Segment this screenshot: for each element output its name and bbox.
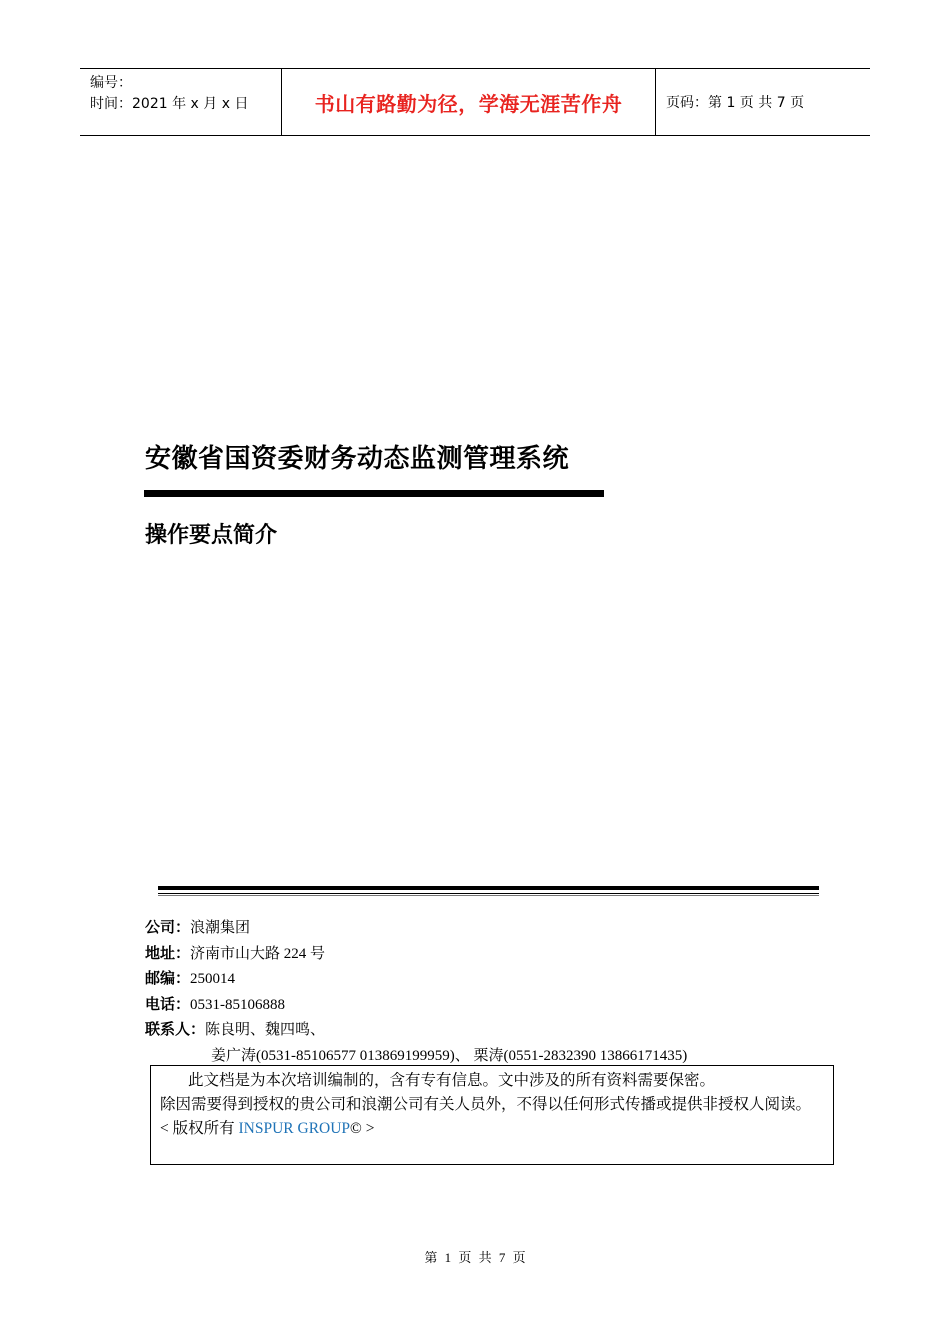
- company-value: 浪潮集团: [190, 920, 251, 936]
- copyright-brand: INSPUR GROUP: [238, 1120, 351, 1137]
- address-row: [145, 941, 687, 967]
- header-motto: 书山有路勤为径，学海无涯苦作舟: [314, 91, 623, 116]
- phone-label: 电话：: [145, 994, 191, 1013]
- header-info-cell: [80, 69, 282, 135]
- phone-value: 0531-85106888: [190, 996, 286, 1013]
- contacts-value-line2: 姜广涛(0531-85106577 013869199959)、 栗涛(0551-2832390 13866171435): [211, 1047, 688, 1064]
- contact-block: [145, 915, 687, 1068]
- copyright-suffix: © >: [350, 1120, 375, 1137]
- document-title: 安徽省国资委财务动态监测管理系统: [145, 444, 570, 474]
- postcode-label: 邮编：: [145, 969, 191, 987]
- notice-line-1: 此文档是为本次培训编制的，含有专有信息。文中涉及的所有资料需要保密。: [188, 1072, 716, 1089]
- notice-line-2: 除因需要得到授权的贵公司和浪潮公司有关人员外，不得以任何形式传播或提供非授权人阅读。: [160, 1096, 812, 1113]
- header-page-cell: [656, 69, 870, 135]
- title-rule: [144, 490, 604, 497]
- copyright-prefix: < 版权所有: [160, 1120, 239, 1137]
- address-label: 地址：: [145, 943, 191, 962]
- header-motto-cell: [282, 69, 656, 135]
- copyright-line: [160, 1117, 825, 1141]
- header-time: 时间：2021 年 x 月 x 日: [90, 96, 249, 112]
- header-table: [80, 68, 870, 136]
- confidentiality-notice: [150, 1065, 834, 1165]
- header-number: 编号：: [90, 75, 132, 91]
- contacts-row: [145, 1017, 687, 1043]
- document-subtitle: 操作要点简介: [145, 523, 278, 548]
- postcode-value: 250014: [190, 971, 236, 987]
- company-label: 公司：: [145, 918, 191, 936]
- company-row: [145, 915, 687, 941]
- contact-divider: [158, 886, 819, 896]
- phone-row: [145, 992, 687, 1018]
- postcode-row: [145, 966, 687, 992]
- page-footer: 第 1 页 共 7 页: [424, 1250, 526, 1265]
- contacts-label: 联系人：: [145, 1020, 206, 1038]
- address-value: 济南市山大路 224 号: [190, 945, 326, 962]
- contacts-value-line1: 陈良明、魏四鸣、: [205, 1022, 326, 1038]
- header-page-number: 页码：第 1 页 共 7 页: [666, 95, 805, 111]
